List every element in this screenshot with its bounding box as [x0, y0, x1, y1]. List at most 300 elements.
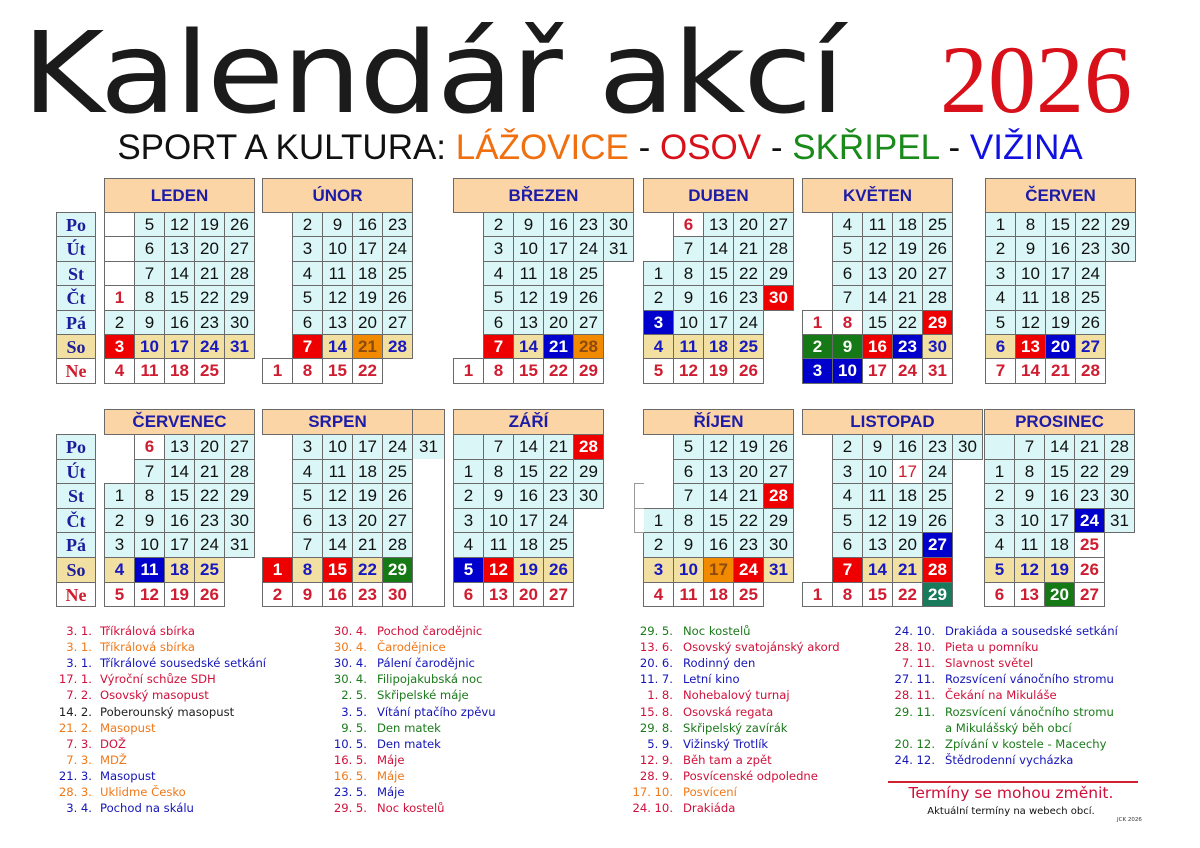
- event-date: 16. 5.: [333, 752, 367, 767]
- day-cell: 23: [194, 508, 225, 534]
- event-name: Tříkrálové sousedské setkání: [100, 656, 267, 671]
- event-name: Tříkrálová sbírka: [100, 640, 195, 655]
- day-cell: 20: [352, 508, 383, 534]
- day-cell: 5: [134, 212, 165, 237]
- event-date: 23. 5.: [333, 785, 367, 799]
- day-cell: 29: [1104, 459, 1135, 485]
- day-cell: 19: [164, 582, 195, 608]
- event-date: 3. 1.: [66, 640, 92, 655]
- event-name: Osovský masopust: [100, 688, 209, 703]
- day-cell: 12: [862, 236, 893, 261]
- day-cell: 31: [412, 434, 445, 460]
- day-cell: 14: [1015, 358, 1046, 383]
- day-cell: 23: [1075, 236, 1106, 261]
- day-cell: 31: [922, 358, 953, 383]
- event-item: [325, 704, 496, 720]
- day-cell: 23: [733, 532, 764, 558]
- event-item: [888, 687, 1057, 703]
- day-cell: 21: [733, 236, 764, 261]
- day-cell: 21: [352, 532, 383, 558]
- author-signature: JCK 2026: [1117, 817, 1142, 823]
- day-cell: 5: [985, 310, 1016, 335]
- day-cell: 5: [643, 358, 674, 383]
- day-cell: 20: [892, 532, 923, 558]
- day-cell: 22: [733, 508, 764, 534]
- event-date: 28. 11.: [894, 688, 935, 703]
- day-cell: 19: [733, 434, 764, 460]
- day-cell: 25: [543, 532, 574, 558]
- day-cell: 12: [164, 212, 195, 237]
- day-cell: 24: [733, 310, 764, 335]
- day-cell: 4: [643, 334, 674, 359]
- event-date: 20. 12.: [894, 736, 935, 751]
- event-date: 7. 3.: [66, 736, 92, 751]
- day-cell: 19: [352, 483, 383, 509]
- day-cell: 30: [763, 285, 794, 310]
- day-cell: 19: [892, 236, 923, 261]
- event-item: [325, 784, 404, 800]
- day-cell: 21: [352, 334, 383, 359]
- day-cell: 4: [104, 557, 135, 583]
- day-cell: 6: [832, 532, 863, 558]
- day-cell: 20: [543, 310, 574, 335]
- day-cell: 5: [673, 434, 704, 460]
- event-item: [888, 736, 1107, 752]
- weekday-label: So: [56, 557, 96, 583]
- event-name: Den matek: [377, 720, 441, 735]
- day-cell: 10: [673, 557, 704, 583]
- day-cell: 7: [832, 285, 863, 310]
- event-name: Uklidme Česko: [100, 785, 186, 799]
- empty-cell: [412, 459, 445, 485]
- day-cell: 26: [382, 483, 413, 509]
- day-cell: 31: [603, 236, 634, 261]
- day-cell: 17: [1045, 261, 1076, 286]
- day-cell: 2: [292, 212, 323, 237]
- day-cell: 13: [862, 532, 893, 558]
- day-cell: 3: [984, 508, 1015, 534]
- day-cell: 17: [543, 236, 574, 261]
- day-cell: 20: [194, 236, 225, 261]
- event-item: [888, 655, 1033, 671]
- day-cell: 9: [673, 285, 704, 310]
- day-cell: 16: [1044, 483, 1075, 509]
- day-cell: 3: [643, 310, 674, 335]
- day-cell: 8: [673, 261, 704, 286]
- event-name: Čarodějnice: [377, 640, 446, 655]
- day-cell: 27: [543, 582, 574, 608]
- day-cell: 15: [164, 285, 195, 310]
- day-cell: 24: [382, 236, 413, 261]
- day-cell: 29: [763, 508, 794, 534]
- day-cell: 30: [573, 483, 604, 509]
- day-cell: 17: [703, 310, 734, 335]
- day-cell: 16: [703, 285, 734, 310]
- day-cell: 2: [832, 434, 863, 460]
- event-name: Masopust: [100, 720, 156, 735]
- day-cell: 22: [543, 459, 574, 485]
- day-cell: 25: [573, 261, 604, 286]
- day-cell: 17: [1044, 508, 1075, 534]
- event-date: 29. 8.: [639, 720, 673, 735]
- day-cell: 14: [703, 483, 734, 509]
- day-cell: 12: [862, 508, 893, 534]
- day-cell: 29: [763, 261, 794, 286]
- month-name: LEDEN: [104, 178, 255, 213]
- day-cell: 16: [164, 310, 195, 335]
- day-cell: 17: [703, 557, 734, 583]
- day-cell: 9: [1014, 483, 1045, 509]
- day-cell: 21: [543, 334, 574, 359]
- day-cell: 14: [703, 236, 734, 261]
- day-cell: 25: [733, 334, 764, 359]
- subtitle-prefix: SPORT A KULTURA:: [117, 128, 456, 167]
- empty-cell: [453, 434, 484, 460]
- day-cell: 30: [922, 334, 953, 359]
- day-cell: 3: [483, 236, 514, 261]
- event-date: 28. 3.: [58, 785, 92, 799]
- day-cell: 1: [643, 508, 674, 534]
- day-cell: 27: [382, 508, 413, 534]
- event-name: Pochod čarodějnic: [377, 624, 483, 638]
- weekday-label: St: [56, 261, 96, 286]
- day-cell: 6: [483, 310, 514, 335]
- day-cell: 7: [292, 334, 323, 359]
- weekday-label: Po: [56, 434, 96, 460]
- separator: -: [761, 128, 793, 167]
- day-cell: 11: [134, 557, 165, 583]
- day-cell: 13: [164, 236, 195, 261]
- event-item: [50, 736, 126, 752]
- day-cell: 10: [322, 236, 353, 261]
- month-name: BŘEZEN: [453, 178, 634, 213]
- day-cell: 2: [643, 285, 674, 310]
- day-cell: 4: [985, 285, 1016, 310]
- event-name: Noc kostelů: [683, 624, 751, 638]
- day-cell: 11: [673, 582, 704, 608]
- day-cell: 28: [1104, 434, 1135, 460]
- day-cell: 5: [453, 557, 484, 583]
- empty-cell-fragment: [634, 483, 644, 509]
- empty-cell: [984, 434, 1015, 460]
- day-cell: 6: [985, 334, 1016, 359]
- day-cell: 10: [513, 236, 544, 261]
- day-cell: 13: [862, 261, 893, 286]
- day-cell: 13: [322, 310, 353, 335]
- day-cell: 2: [104, 508, 135, 534]
- day-cell: 29: [573, 358, 604, 383]
- event-name: Noc kostelů: [377, 801, 445, 816]
- day-cell: 24: [382, 434, 413, 460]
- event-item: [50, 655, 266, 671]
- day-cell: 3: [292, 434, 323, 460]
- day-cell: 31: [224, 334, 255, 359]
- day-cell: 14: [164, 459, 195, 485]
- day-cell: 22: [1075, 212, 1106, 237]
- event-item: [888, 720, 1072, 736]
- day-cell: 5: [832, 508, 863, 534]
- day-cell: 9: [134, 508, 165, 534]
- day-cell: 13: [1015, 334, 1046, 359]
- event-item: [888, 639, 1038, 655]
- day-cell: 10: [134, 532, 165, 558]
- day-cell: 1: [802, 582, 833, 608]
- day-cell: 27: [573, 310, 604, 335]
- day-cell: 21: [543, 434, 574, 460]
- empty-cell: [104, 212, 135, 237]
- month-name: ČERVENEC: [104, 409, 255, 435]
- day-cell: 14: [1044, 434, 1075, 460]
- event-item: [627, 768, 818, 784]
- empty-cell: [104, 236, 135, 261]
- event-name: Pochod na skálu: [100, 801, 194, 816]
- day-cell: 30: [952, 434, 983, 460]
- month-name: ČERVEN: [985, 178, 1136, 213]
- day-cell: 11: [483, 532, 514, 558]
- event-item: [325, 671, 483, 687]
- day-cell: 15: [513, 358, 544, 383]
- separator: -: [938, 128, 970, 167]
- event-name: Zpívání v kostele - Macechy: [945, 736, 1107, 751]
- day-cell: 28: [763, 236, 794, 261]
- event-date: 3. 5.: [341, 704, 367, 719]
- event-item: [627, 736, 768, 752]
- day-cell: 16: [703, 532, 734, 558]
- day-cell: 29: [382, 557, 413, 583]
- weekday-label: St: [56, 483, 96, 509]
- event-name: Poberounský masopust: [100, 704, 235, 719]
- day-cell: 30: [603, 212, 634, 237]
- day-cell: 8: [1015, 212, 1046, 237]
- day-cell: 24: [892, 358, 923, 383]
- day-cell: 8: [832, 310, 863, 335]
- event-date: 5. 9.: [647, 736, 673, 751]
- day-cell: 3: [643, 557, 674, 583]
- event-name: Posvícenské odpoledne: [683, 768, 818, 783]
- day-cell: 4: [104, 358, 135, 383]
- day-cell: 4: [483, 261, 514, 286]
- event-item: [627, 704, 773, 720]
- day-cell: 19: [1045, 310, 1076, 335]
- day-cell: 26: [382, 285, 413, 310]
- event-item: [627, 655, 755, 671]
- day-cell: 13: [703, 212, 734, 237]
- event-item: [325, 623, 482, 639]
- day-cell: 1: [984, 459, 1015, 485]
- day-cell: 28: [922, 557, 953, 583]
- month-name: KVĚTEN: [802, 178, 953, 213]
- event-name: Letní kino: [683, 672, 740, 687]
- day-cell: 9: [322, 212, 353, 237]
- day-cell: 5: [104, 582, 135, 608]
- day-cell: 10: [673, 310, 704, 335]
- day-cell: 23: [733, 285, 764, 310]
- month-name: LISTOPAD: [802, 409, 983, 435]
- day-cell: 17: [352, 434, 383, 460]
- day-cell: 1: [453, 358, 484, 383]
- day-cell: 27: [922, 261, 953, 286]
- event-name: Filipojakubská noc: [377, 672, 483, 687]
- day-cell: 11: [1014, 532, 1045, 558]
- day-cell: 15: [1044, 459, 1075, 485]
- day-cell: 3: [292, 236, 323, 261]
- day-cell: 25: [194, 358, 225, 383]
- event-item: [325, 752, 404, 768]
- day-cell: 25: [922, 483, 953, 509]
- event-date: 24. 12.: [894, 752, 935, 767]
- day-cell: 4: [832, 483, 863, 509]
- event-date: 17. 10.: [632, 785, 673, 799]
- event-date: 3. 4.: [66, 801, 92, 816]
- day-cell: 18: [352, 459, 383, 485]
- day-cell: 17: [352, 236, 383, 261]
- day-cell: 20: [1044, 582, 1075, 608]
- day-cell: 29: [1105, 212, 1136, 237]
- day-cell: 30: [763, 532, 794, 558]
- day-cell: 7: [134, 261, 165, 286]
- day-cell: 17: [164, 532, 195, 558]
- day-cell: 7: [483, 434, 514, 460]
- event-name: Nohebalový turnaj: [683, 688, 790, 703]
- day-cell: 28: [922, 285, 953, 310]
- day-cell: 31: [763, 557, 794, 583]
- day-cell: 11: [322, 459, 353, 485]
- day-cell: 3: [832, 459, 863, 485]
- day-cell: 13: [1014, 582, 1045, 608]
- day-cell: 20: [892, 261, 923, 286]
- day-cell: 26: [1075, 310, 1106, 335]
- day-cell: 29: [573, 459, 604, 485]
- event-name: a Mikulášský běh obcí: [945, 720, 1072, 735]
- day-cell: 18: [1044, 532, 1075, 558]
- day-cell: 16: [513, 483, 544, 509]
- event-name: Posvícení: [683, 785, 737, 799]
- event-name: Rodinný den: [683, 656, 756, 671]
- event-item: [325, 720, 441, 736]
- day-cell: 21: [733, 483, 764, 509]
- day-cell: 2: [802, 334, 833, 359]
- day-cell: 10: [483, 508, 514, 534]
- weekday-label: Po: [56, 212, 96, 237]
- day-cell: 28: [763, 483, 794, 509]
- month-name: PROSINEC: [984, 409, 1135, 435]
- day-cell: 10: [1014, 508, 1045, 534]
- event-item: [50, 704, 234, 720]
- day-cell: 1: [262, 557, 293, 583]
- event-item: [50, 752, 127, 768]
- day-cell: 23: [573, 212, 604, 237]
- empty-cell: [412, 532, 445, 558]
- weekday-label: Ne: [56, 582, 96, 608]
- day-cell: 15: [1045, 212, 1076, 237]
- day-cell: 2: [483, 212, 514, 237]
- day-cell: 18: [352, 261, 383, 286]
- day-cell: 24: [573, 236, 604, 261]
- day-cell: 3: [104, 334, 135, 359]
- day-cell: 25: [1074, 532, 1105, 558]
- day-cell: 29: [922, 310, 953, 335]
- day-cell: 15: [513, 459, 544, 485]
- day-cell: 6: [134, 434, 165, 460]
- day-cell: 25: [1075, 285, 1106, 310]
- day-cell: 10: [832, 358, 863, 383]
- day-cell: 19: [1044, 557, 1075, 583]
- day-cell: 6: [453, 582, 484, 608]
- day-cell: 24: [922, 459, 953, 485]
- day-cell: 28: [224, 459, 255, 485]
- day-cell: 8: [832, 582, 863, 608]
- day-cell: 8: [292, 358, 323, 383]
- event-item: [50, 639, 195, 655]
- day-cell: 22: [1074, 459, 1105, 485]
- event-date: 17. 1.: [58, 672, 92, 687]
- day-cell: 23: [382, 212, 413, 237]
- month-name: ŘÍJEN: [643, 409, 794, 435]
- day-cell: 26: [763, 434, 794, 460]
- event-name: Máje: [377, 752, 405, 767]
- day-cell: 13: [164, 434, 195, 460]
- event-date: 10. 5.: [333, 736, 367, 751]
- day-cell: 21: [892, 285, 923, 310]
- event-item: [888, 704, 1114, 720]
- day-cell: 21: [892, 557, 923, 583]
- day-cell: 21: [1045, 358, 1076, 383]
- day-cell: 12: [1015, 310, 1046, 335]
- day-cell: 8: [134, 483, 165, 509]
- day-cell: 23: [892, 334, 923, 359]
- note-divider: [888, 781, 1138, 783]
- day-cell: 2: [985, 236, 1016, 261]
- day-cell: 21: [194, 261, 225, 286]
- day-cell: 4: [453, 532, 484, 558]
- day-cell: 1: [104, 483, 135, 509]
- event-date: 21. 2.: [58, 720, 92, 735]
- event-name: Rozsvícení vánočního stromu: [945, 672, 1114, 687]
- day-cell: 16: [352, 212, 383, 237]
- day-cell: 1: [985, 212, 1016, 237]
- day-cell: 9: [292, 582, 323, 608]
- day-cell: 11: [322, 261, 353, 286]
- day-cell: 22: [733, 261, 764, 286]
- event-name: Máje: [377, 785, 405, 799]
- day-cell: 28: [1075, 358, 1106, 383]
- page-title: Kalendář akcí: [22, 9, 843, 139]
- event-item: [50, 687, 209, 703]
- day-cell: 17: [164, 334, 195, 359]
- day-cell: 12: [134, 582, 165, 608]
- day-cell: 5: [292, 483, 323, 509]
- day-cell: 9: [832, 334, 863, 359]
- day-cell: 18: [164, 358, 195, 383]
- day-cell: 7: [134, 459, 165, 485]
- weekday-label: Čt: [56, 508, 96, 534]
- event-item: [50, 671, 216, 687]
- day-cell: 19: [892, 508, 923, 534]
- event-item: [50, 784, 186, 800]
- day-cell: 3: [802, 358, 833, 383]
- day-cell: 6: [673, 212, 704, 237]
- separator: -: [628, 128, 660, 167]
- day-cell: 10: [322, 434, 353, 460]
- day-cell: 4: [832, 212, 863, 237]
- day-cell: 24: [194, 532, 225, 558]
- day-cell: 22: [892, 310, 923, 335]
- event-date: 7. 2.: [66, 688, 92, 703]
- day-cell: 10: [862, 459, 893, 485]
- month-header-extra-cell: [412, 409, 445, 435]
- event-date: 13. 6.: [639, 640, 673, 655]
- event-item: [627, 720, 788, 736]
